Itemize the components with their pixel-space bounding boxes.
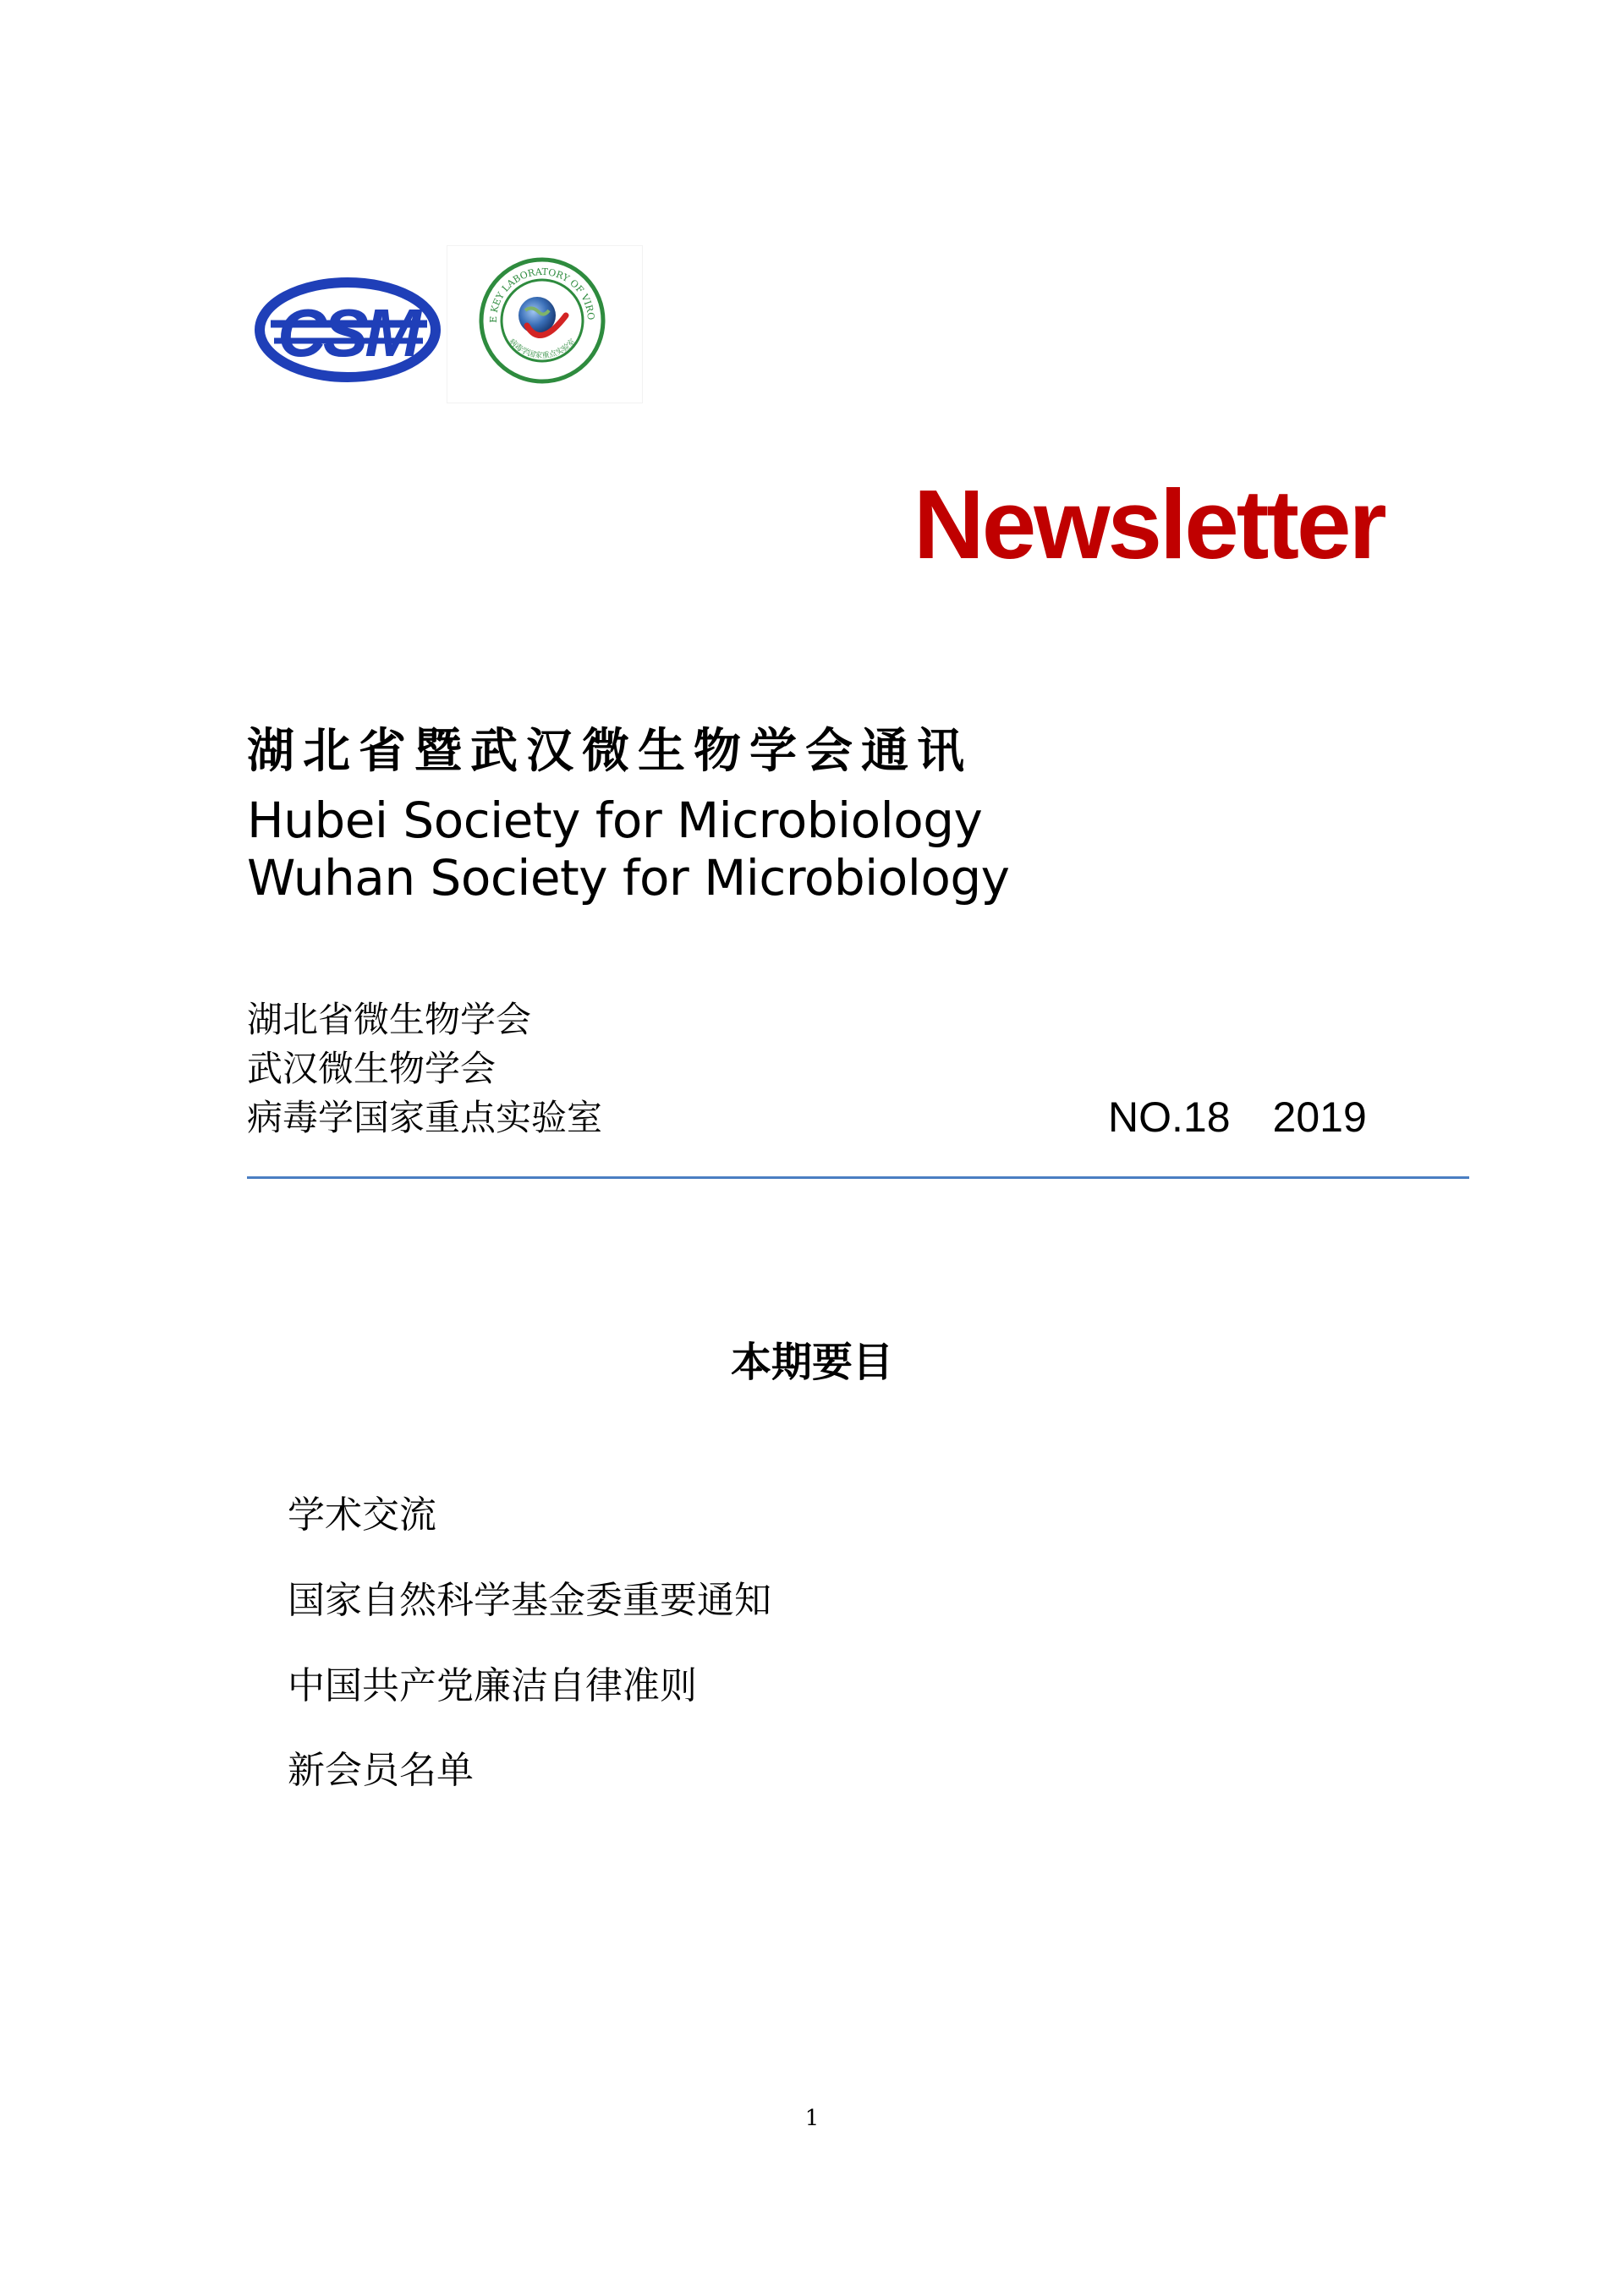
lab-logo-graphic: [478, 256, 606, 385]
contents-item: 新会员名单: [288, 1749, 474, 1792]
issue-info: [1108, 1091, 1367, 1143]
issue-number: NO.18: [1108, 1093, 1231, 1141]
contents-item: 中国共产党廉洁自律准则: [288, 1664, 697, 1707]
society-title-en-wuhan: Wuhan Society for Microbiology: [247, 849, 1010, 907]
issue-year: 2019: [1272, 1093, 1367, 1141]
society-title-en-hubei: Hubei Society for Microbiology: [247, 792, 983, 849]
organization-wuhan: 武汉微生物学会: [247, 1048, 497, 1089]
lab-logo-ring-text: E KEY LABORATORY OF VIRO: [487, 266, 597, 323]
csm-logo: [254, 275, 442, 385]
lab-logo-cn-text: 病毒学国家重点实验室: [507, 337, 578, 361]
newsletter-title: Newsletter: [914, 469, 1385, 579]
organization-virology-lab: 病毒学国家重点实验室: [247, 1097, 603, 1138]
page-number: 1: [804, 2106, 820, 2131]
organization-hubei: 湖北省微生物学会: [247, 999, 532, 1040]
contents-item: 学术交流: [288, 1493, 436, 1537]
lab-logo: [478, 256, 606, 385]
csm-logo-graphic: [254, 275, 442, 385]
contents-item: 国家自然科学基金委重要通知: [288, 1579, 771, 1622]
contents-heading: 本期要目: [730, 1339, 893, 1386]
svg-text:CSM: CSM: [277, 295, 418, 370]
header-divider: [247, 1176, 1469, 1179]
society-title-cn: 湖北省暨武汉微生物学会通讯: [247, 723, 973, 779]
